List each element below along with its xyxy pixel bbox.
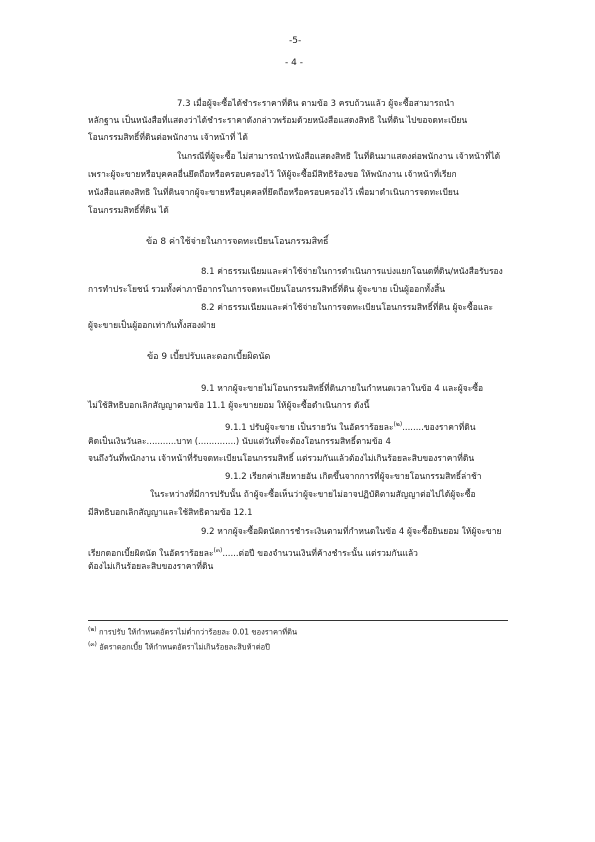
clause-8-2-line-2: ผู้จะขายเป็นผู้ออกเท่ากันทั้งสองฝ่าย bbox=[88, 321, 216, 331]
clause-9-1-1-text-a: 9.1.1 ปรับผู้จะขาย เป็นรายวัน ในอัตราร้อยละ bbox=[225, 422, 394, 433]
clause-9-1-2-line-3: มีสิทธิบอกเลิกสัญญาและใช้สิทธิตามข้อ 12.1 bbox=[88, 508, 253, 518]
footnote-ref-2: (๒) bbox=[393, 421, 403, 428]
clause-8-heading: ข้อ 8 ค่าใช้จ่ายในการจดทะเบียนโอนกรรมสิทธิ์ bbox=[146, 237, 329, 247]
footnote-3-mark: (๓) bbox=[88, 641, 97, 648]
clause-9-2-text-b: ......ต่อปี ของจำนวนเงินที่ค้างชำระนั้น แต่รวมกันแล้ว bbox=[222, 548, 418, 559]
clause-9-1-2-line-1: 9.1.2 เรียกค่าเสียหายอัน เกิดขึ้นจากการที่ผู้จะขายโอนกรรมสิทธิ์ล่าช้า bbox=[225, 472, 482, 482]
clause-9-2-line-3: ต้องไม่เกินร้อยละสิบของราคาที่ดิน bbox=[88, 562, 214, 572]
clause-9-heading: ข้อ 9 เบี้ยปรับและดอกเบี้ยผิดนัด bbox=[147, 352, 271, 362]
clause-8-1-line-1: 8.1 ค่าธรรมเนียมและค่าใช้จ่ายในการดำเนินการแบ่งแยกโฉนดที่ดิน/หนังสือรับรอง bbox=[201, 267, 503, 277]
footnote-2 bbox=[88, 625, 297, 638]
footnote-3 bbox=[88, 640, 270, 653]
page-number-outer: -5- bbox=[289, 36, 302, 46]
footnote-divider bbox=[88, 620, 508, 621]
footnote-2-text: การปรับ ให้กำหนดอัตราไม่ต่ำกว่าร้อยละ 0.01 ของราคาที่ดิน bbox=[99, 627, 298, 637]
footnote-ref-3: (๓) bbox=[213, 547, 223, 554]
clause-9-1-1-line-2: คิดเป็นเงินวันละ...........บาท (..............) นับแต่วันที่จะต้องโอนกรรมสิทธิ์ตามข้อ 4 bbox=[88, 437, 391, 447]
clause-8-2-line-1: 8.2 ค่าธรรมเนียมและค่าใช้จ่ายในการจดทะเบียนโอนกรรมสิทธิ์ที่ดิน ผู้จะซื้อและ bbox=[201, 303, 494, 313]
footnote-2-mark: (๒) bbox=[88, 626, 97, 633]
footnote-3-text: อัตราดอกเบี้ย ให้กำหนดอัตราไม่เกินร้อยละสิบห้าต่อปี bbox=[99, 642, 270, 652]
clause-9-2-text-a: เรียกดอกเบี้ยผิดนัด ในอัตราร้อยละ bbox=[88, 548, 214, 559]
clause-9-1-1-line-1 bbox=[225, 419, 476, 434]
clause-9-1-1-text-b: ........ของราคาที่ดิน bbox=[402, 422, 476, 433]
clause-7-3-line-4: ในกรณีที่ผู้จะซื้อ ไม่สามารถนำหนังสือแสดงสิทธิ ในที่ดินมาแสดงต่อพนักงาน เจ้าหน้าที่ได้ bbox=[177, 152, 501, 162]
clause-9-1-line-1: 9.1 หากผู้จะขายไม่โอนกรรมสิทธิ์ที่ดินภายในกำหนดเวลาในข้อ 4 และผู้จะซื้อ bbox=[201, 384, 484, 394]
clause-8-1-line-2: การทำประโยชน์ รวมทั้งค่าภาษีอากรในการจดทะเบียนโอนกรรมสิทธิ์ที่ดิน ผู้จะขาย เป็นผู้ออกทั้งสิ้น bbox=[88, 285, 446, 295]
clause-7-3-line-7: โอนกรรมสิทธิ์ที่ดิน ได้ bbox=[88, 206, 169, 216]
page-number-inner: - 4 - bbox=[285, 58, 303, 68]
clause-9-2-line-1: 9.2 หากผู้จะซื้อผิดนัดการชำระเงินตามที่กำหนดในข้อ 4 ผู้จะซื้อยินยอม ให้ผู้จะขาย bbox=[201, 527, 502, 537]
clause-9-1-1-line-3: จนถึงวันที่พนักงาน เจ้าหน้าที่รับจดทะเบียนโอนกรรมสิทธิ์ แต่รวมกันแล้วต้องไม่เกินร้อยละสิบของราคาที่ดิน bbox=[88, 454, 475, 464]
clause-7-3-line-6: หนังสือแสดงสิทธิ ในที่ดินจากผู้จะขายหรือบุคคลที่ยึดถือหรือครอบครองไว้ เพื่อมาดำเนินการจดทะเบียน bbox=[88, 188, 459, 198]
clause-9-1-2-line-2: ในระหว่างที่มีการปรับนั้น ถ้าผู้จะซื้อเห็นว่าผู้จะขายไม่อาจปฏิบัติตามสัญญาต่อไปได้ผู้จะซื้อ bbox=[150, 490, 476, 500]
clause-7-3-line-1: 7.3 เมื่อผู้จะซื้อได้ชำระราคาที่ดิน ตามข้อ 3 ครบถ้วนแล้ว ผู้จะซื้อสามารถนำ bbox=[177, 99, 455, 109]
clause-7-3-line-5: เพราะผู้จะขายหรือบุคคลอื่นยึดถือหรือครอบครองไว้ ให้ผู้จะซื้อมีสิทธิร้องขอ ให้พนักงาน เจ้าหน้าที่เรียก bbox=[88, 170, 457, 180]
clause-7-3-line-2: หลักฐาน เป็นหนังสือที่แสดงว่าได้ชำระราคาดังกล่าวพร้อมด้วยหนังสือแสดงสิทธิ ในที่ดิน ไปขอจดทะเบียน bbox=[88, 116, 468, 126]
clause-7-3-line-3: โอนกรรมสิทธิ์ที่ดินต่อพนักงาน เจ้าหน้าที่ ได้ bbox=[88, 133, 248, 143]
clause-9-2-line-2 bbox=[88, 545, 418, 560]
clause-9-1-line-2: ไม่ใช้สิทธิบอกเลิกสัญญาตามข้อ 11.1 ผู้จะขายยอม ให้ผู้จะซื้อดำเนินการ ดังนี้ bbox=[88, 401, 370, 411]
